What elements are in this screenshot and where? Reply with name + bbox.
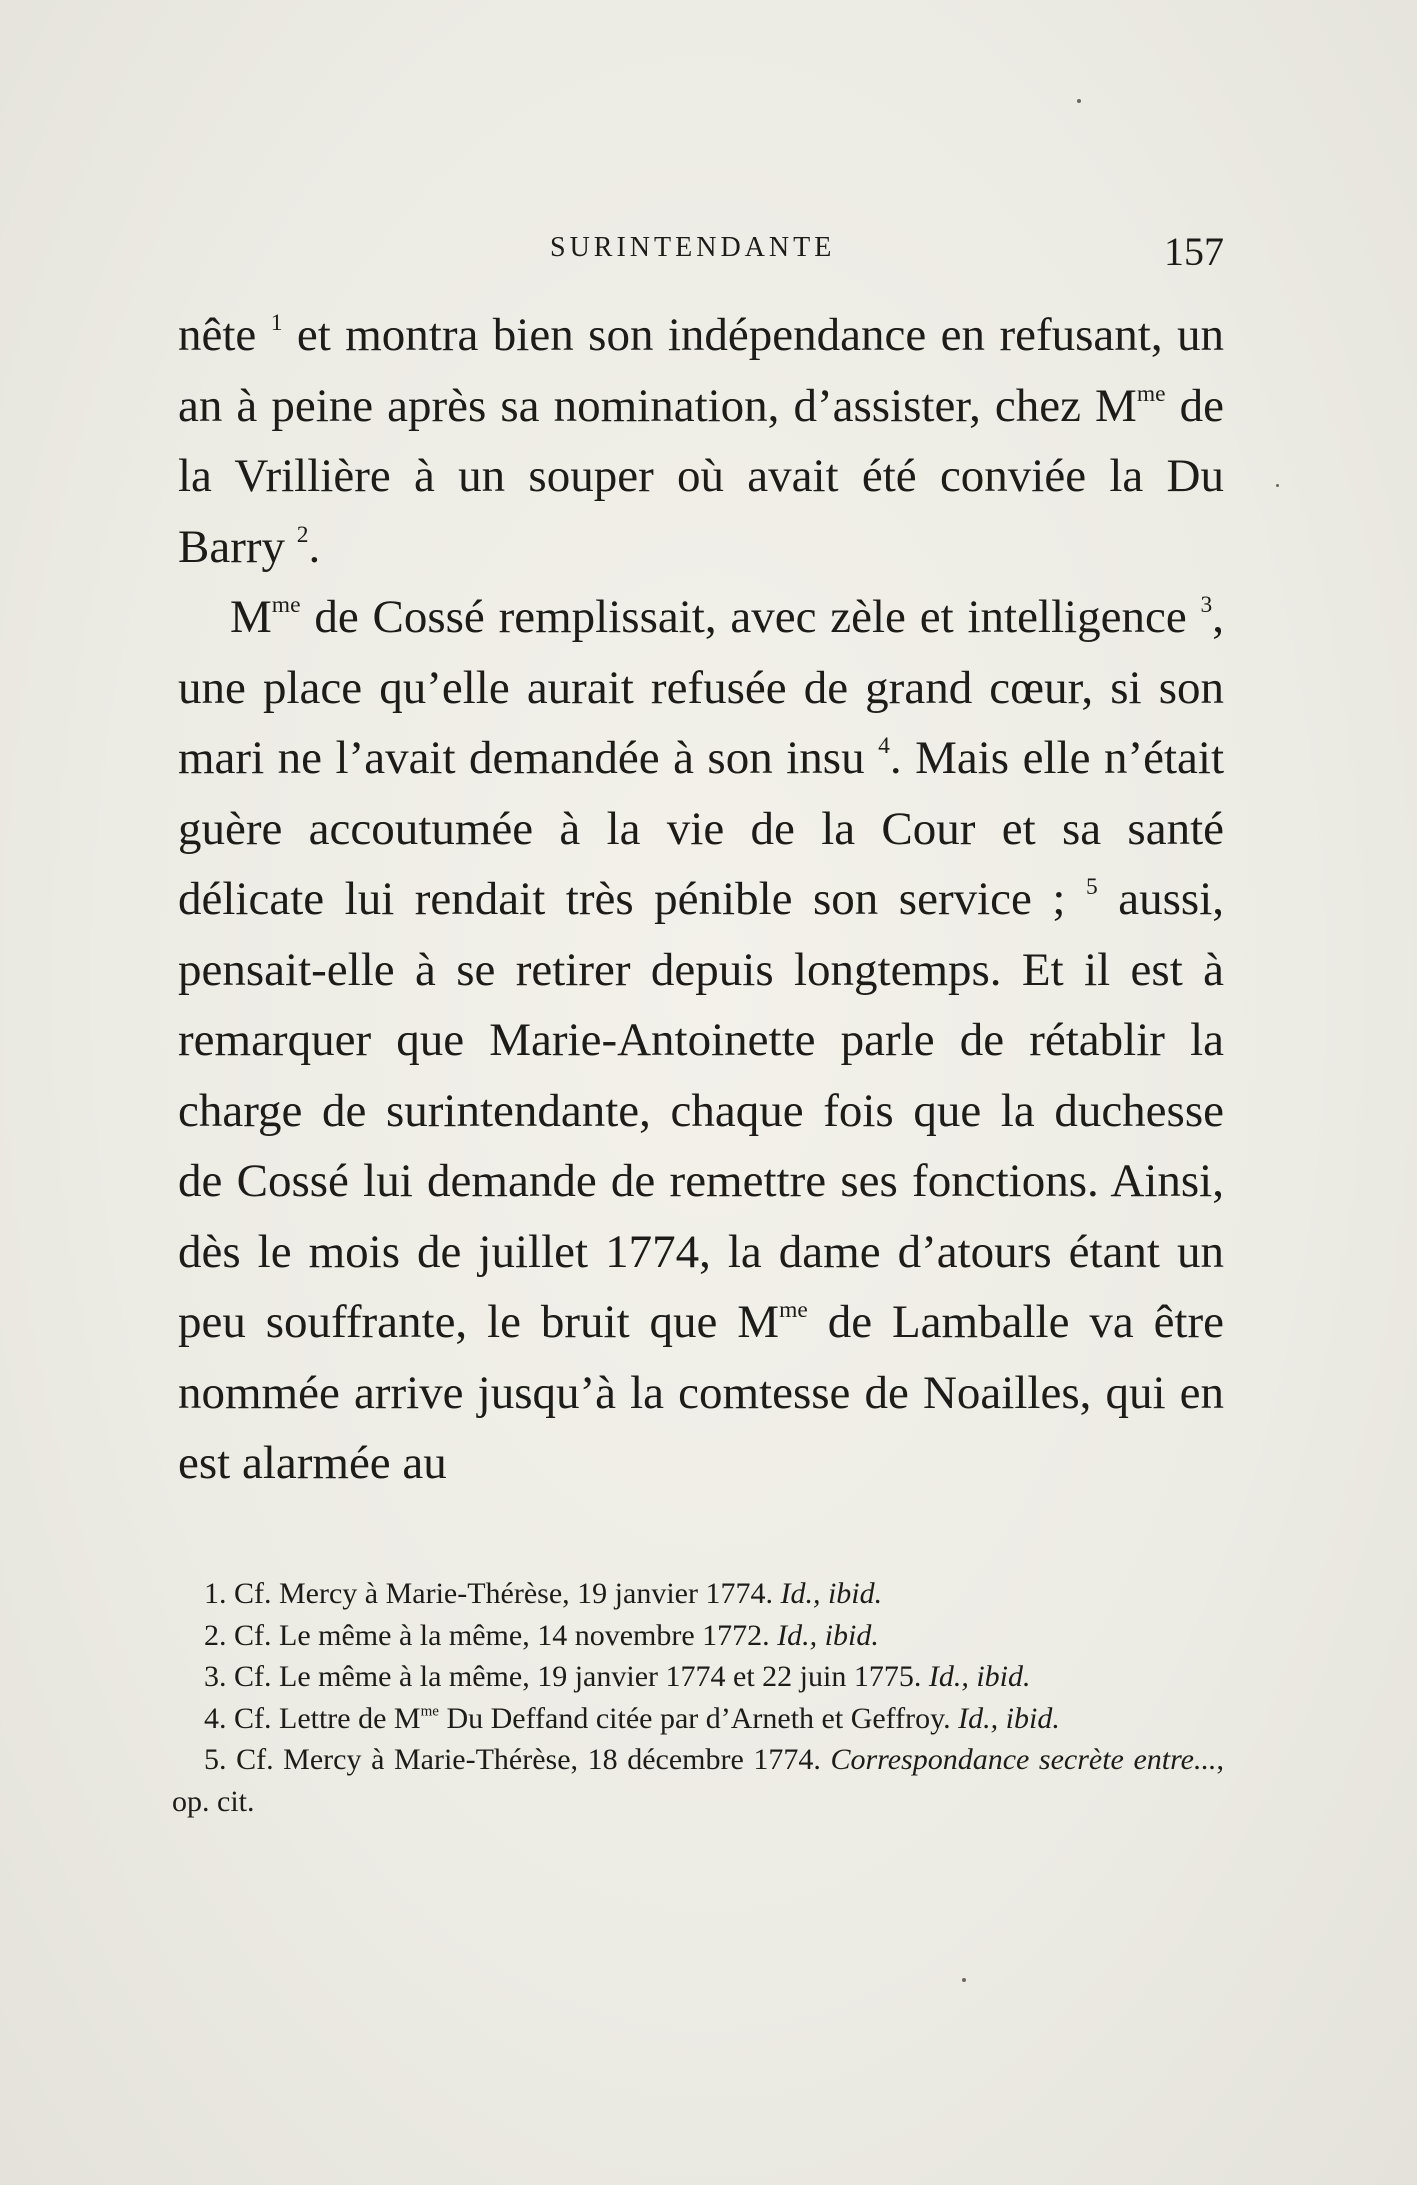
footnote-reference: Id., ibid. xyxy=(928,1660,1031,1693)
text-run: M xyxy=(230,591,272,643)
paragraph-2 xyxy=(178,582,1224,1499)
footnote-1 xyxy=(172,1573,1224,1615)
footnote-text: Du Deffand citée par d’Arneth et Geffroy. xyxy=(438,1701,959,1735)
footnote-ref-3: 3 xyxy=(1200,592,1213,619)
body-text xyxy=(178,300,1224,1499)
superscript-me: me xyxy=(271,592,301,619)
footnote-text: , op. cit. xyxy=(172,1743,1224,1818)
footnote-reference: Id., ibid. xyxy=(958,1701,1060,1735)
footnote-text: 4. Cf. Lettre de M xyxy=(204,1701,421,1735)
footnote-text: 5. Cf. Mercy à Marie-Thérèse, 18 décembre 1774. xyxy=(204,1743,831,1776)
paper-speck xyxy=(1276,484,1279,487)
text-run: , une place qu’elle aurait refusée de grand cœur, si son mari ne l’avait demandée à son insu xyxy=(178,591,1224,784)
footnote-reference: Id., ibid. xyxy=(777,1618,879,1652)
text-run: aussi, pensait-elle à se retirer depuis longtemps. Et il est à remarquer que Marie-Antoinette parle de rétablir la charge de surintendante, chaque fois que la duchesse de Cossé lui demande de remettre ses fonctions. Ainsi, dès le mois de juillet 1774, la dame d’atours étant un peu souffrante, le bruit que M xyxy=(178,873,1224,1348)
paper-speck xyxy=(1077,99,1081,103)
superscript-me: me xyxy=(779,1297,808,1324)
footnote-2 xyxy=(172,1615,1224,1657)
page-header xyxy=(178,229,1224,274)
footnote-text: 2. Cf. Le même à la même, 14 novembre 1772. xyxy=(204,1618,778,1652)
footnotes xyxy=(172,1573,1224,1822)
paper-speck xyxy=(962,1978,966,1982)
footnote-ref-4: 4 xyxy=(878,733,890,760)
text-run: et montra bien son indépendance en refusant, un an à peine après sa nomination, d’assister, chez M xyxy=(178,309,1225,432)
footnote-5 xyxy=(172,1739,1224,1822)
paragraph-1 xyxy=(178,300,1224,582)
footnote-reference: Correspondance secrète entre... xyxy=(830,1743,1217,1776)
text-run: . Mais elle n’était guère accoutumée à la vie de la Cour et sa santé délicate lui rendait très pénible son service ; xyxy=(178,732,1224,925)
page-number: 157 xyxy=(1164,229,1224,274)
footnote-4 xyxy=(172,1698,1224,1740)
superscript-me: me xyxy=(420,1702,439,1719)
text-run: . xyxy=(308,520,321,573)
running-title: SURINTENDANTE xyxy=(550,232,836,263)
footnote-reference: Id., ibid. xyxy=(780,1577,883,1610)
footnote-ref-1: 1 xyxy=(270,310,283,337)
footnote-ref-5: 5 xyxy=(1085,874,1098,901)
footnote-text: 3. Cf. Le même à la même, 19 janvier 1774 et 22 juin 1775. xyxy=(204,1660,929,1693)
text-run: de Cossé remplissait, avec zèle et intelligence xyxy=(300,591,1201,643)
footnote-3 xyxy=(172,1656,1224,1698)
footnote-text: 1. Cf. Mercy à Marie-Thérèse, 19 janvier 1774. xyxy=(204,1577,781,1610)
text-run: de Lamballe va être nommée arrive jusqu’à la comtesse de Noailles, qui en est alarmée au xyxy=(178,1296,1225,1489)
text-run: de la Vrillière à un souper où avait été conviée la Du Barry xyxy=(178,379,1224,573)
footnote-ref-2: 2 xyxy=(296,521,309,548)
text-run: nête xyxy=(178,309,271,361)
superscript-me: me xyxy=(1136,380,1166,407)
